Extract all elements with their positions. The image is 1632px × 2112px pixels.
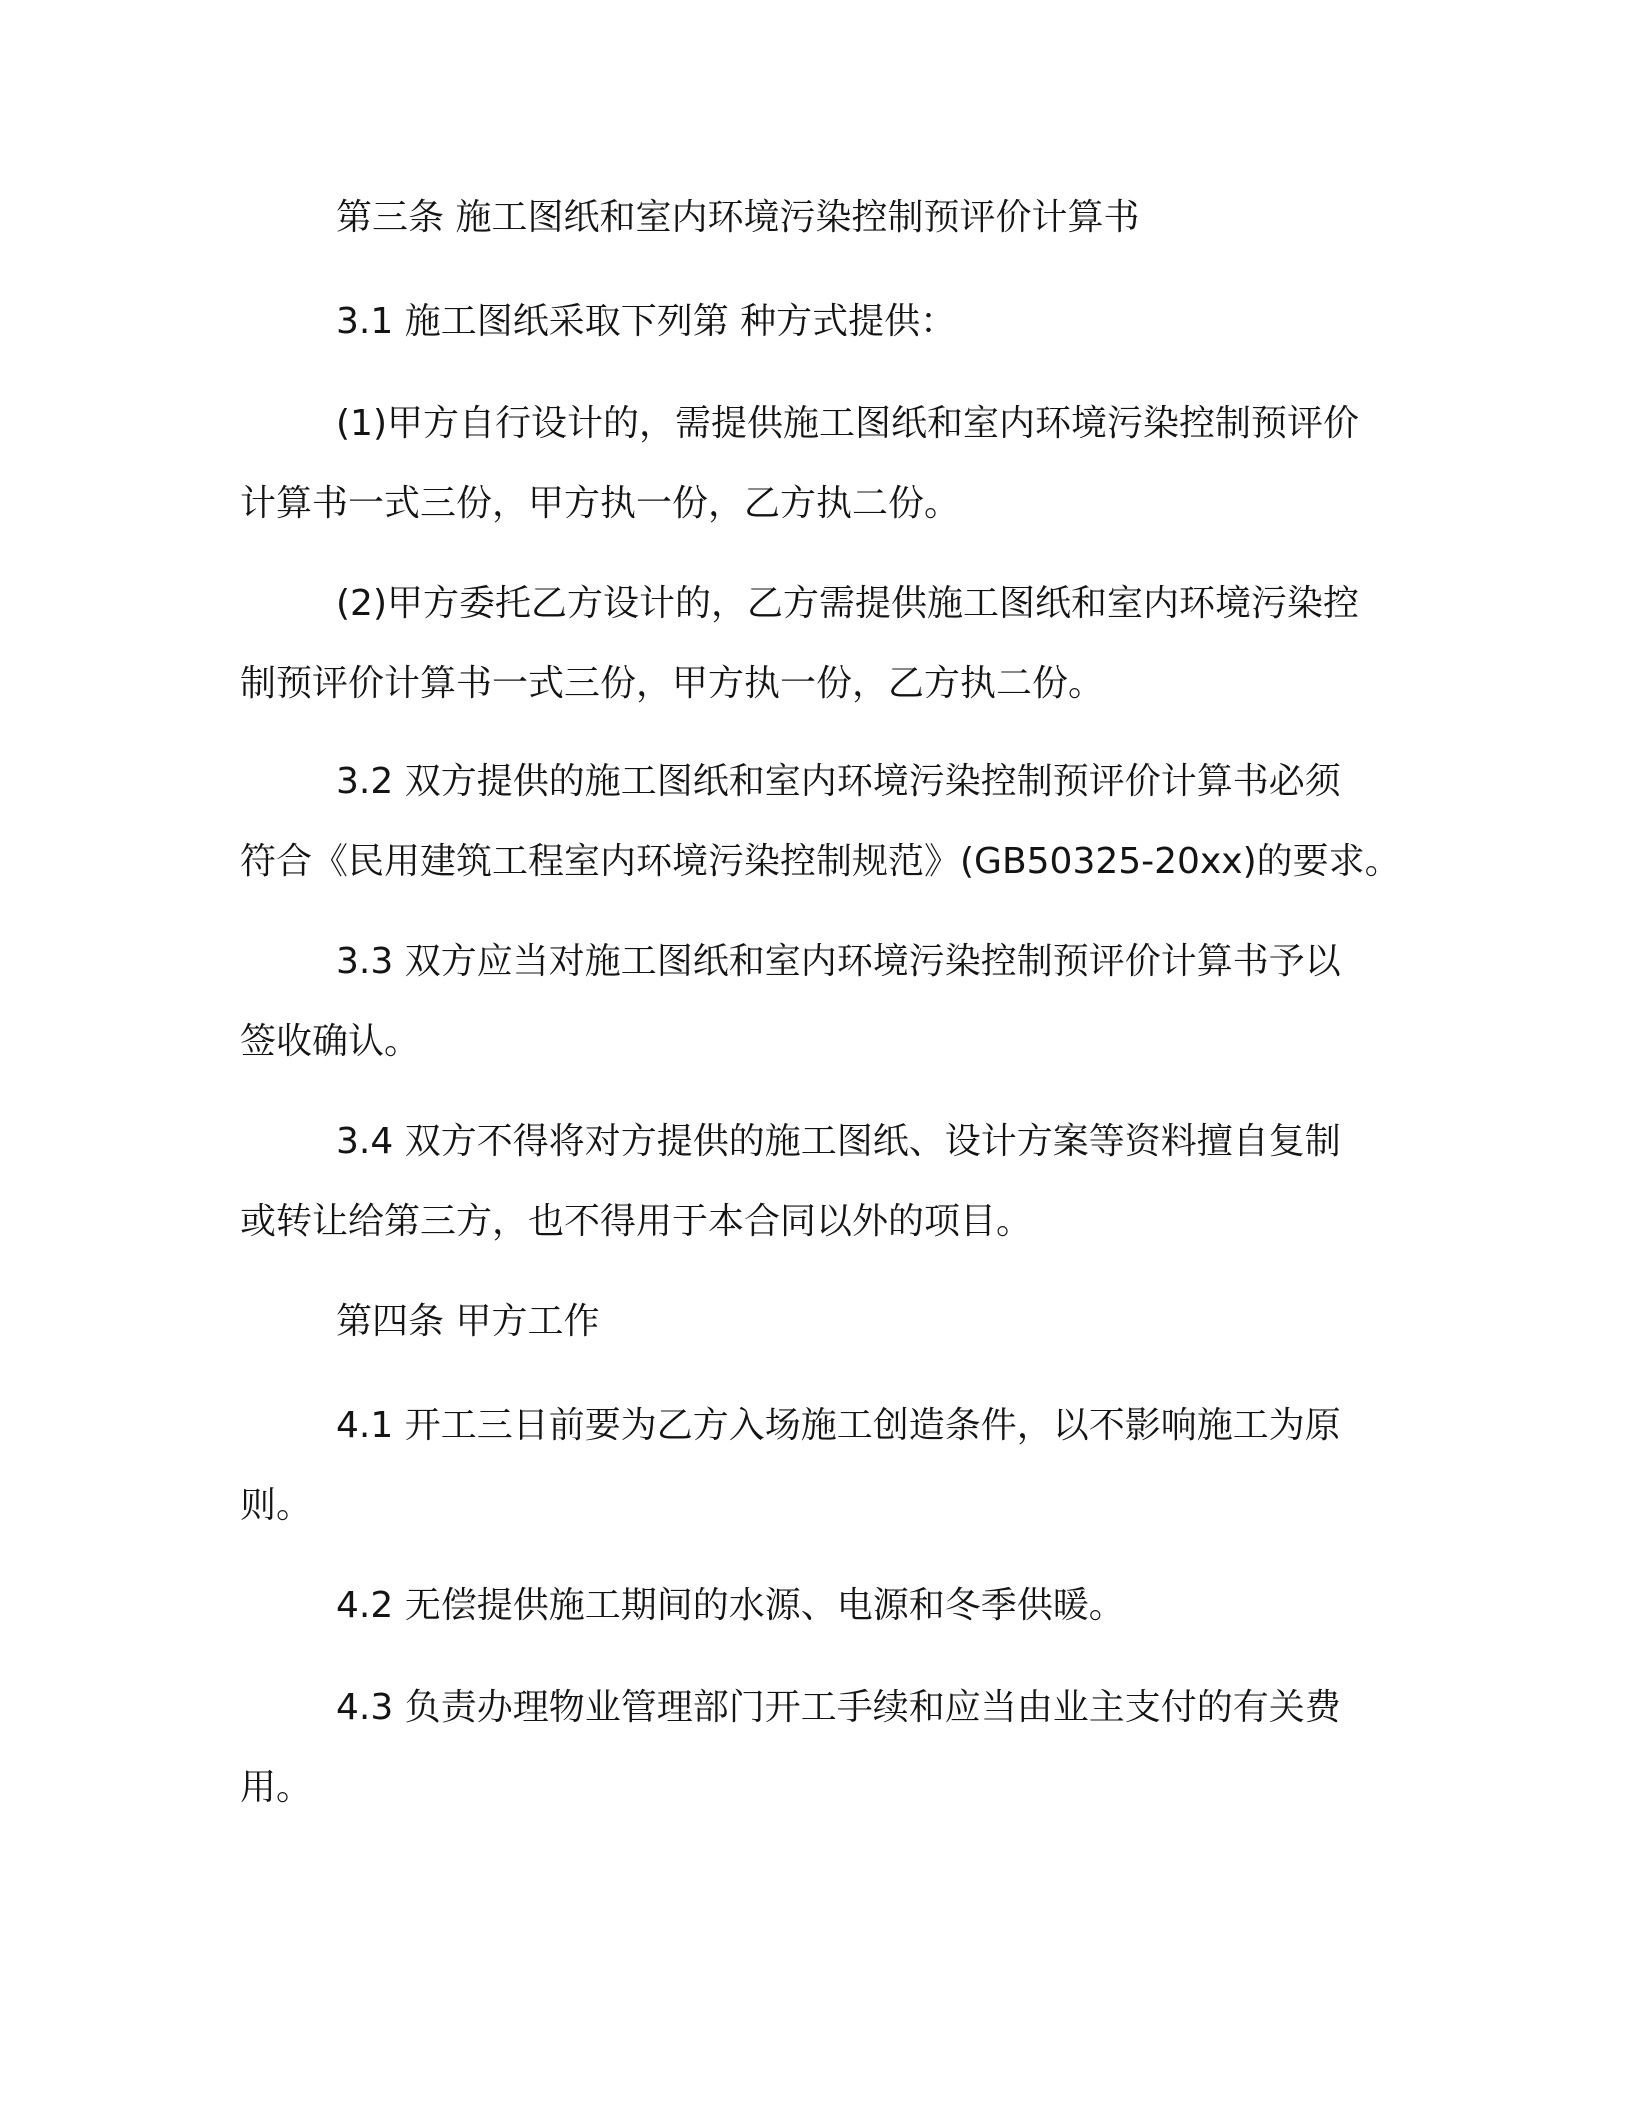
- article-4-heading: [240, 1282, 1400, 1362]
- text-line: (2)甲方委托乙方设计的，乙方需提供施工图纸和室内环境污染控: [336, 583, 1359, 624]
- text-line: 3.2 双方提供的施工图纸和室内环境污染控制预评价计算书必须: [336, 761, 1341, 802]
- text-line: 用。: [240, 1767, 313, 1808]
- clause-3-4: [240, 1102, 1400, 1262]
- text-line: 签收确认。: [240, 1021, 421, 1062]
- text-line: 符合《民用建筑工程室内环境污染控制规范》(GB50325-20xx)的要求。: [240, 841, 1401, 882]
- text-line: 4.1 开工三日前要为乙方入场施工创造条件，以不影响施工为原: [336, 1405, 1341, 1446]
- article-3-heading: [240, 178, 1400, 258]
- text-line: 则。: [240, 1485, 313, 1526]
- clause-4-3: [240, 1668, 1400, 1828]
- text-line: (1)甲方自行设计的，需提供施工图纸和室内环境污染控制预评价: [336, 403, 1359, 444]
- text-line: 制预评价计算书一式三份，甲方执一份，乙方执二份。: [240, 663, 1105, 704]
- clause-3-3: [240, 922, 1400, 1082]
- clause-4-1: [240, 1386, 1400, 1546]
- clause-3-1-option-1: [240, 384, 1400, 544]
- clause-3-1: [240, 282, 1400, 362]
- clause-3-2: [240, 742, 1400, 902]
- text-line: 4.3 负责办理物业管理部门开工手续和应当由业主支付的有关费: [336, 1687, 1341, 1728]
- text-line: 第四条 甲方工作: [336, 1301, 600, 1342]
- text-line: 3.4 双方不得将对方提供的施工图纸、设计方案等资料擅自复制: [336, 1121, 1341, 1162]
- text-line: 计算书一式三份，甲方执一份，乙方执二份。: [240, 483, 961, 524]
- clause-3-1-option-2: [240, 564, 1400, 724]
- text-line: 3.1 施工图纸采取下列第 种方式提供：: [336, 301, 957, 342]
- text-line: 4.2 无偿提供施工期间的水源、电源和冬季供暖。: [336, 1585, 1125, 1626]
- text-line: 第三条 施工图纸和室内环境污染控制预评价计算书: [336, 197, 1140, 238]
- clause-4-2: [240, 1566, 1400, 1646]
- text-line: 或转让给第三方，也不得用于本合同以外的项目。: [240, 1201, 1033, 1242]
- text-line: 3.3 双方应当对施工图纸和室内环境污染控制预评价计算书予以: [336, 941, 1341, 982]
